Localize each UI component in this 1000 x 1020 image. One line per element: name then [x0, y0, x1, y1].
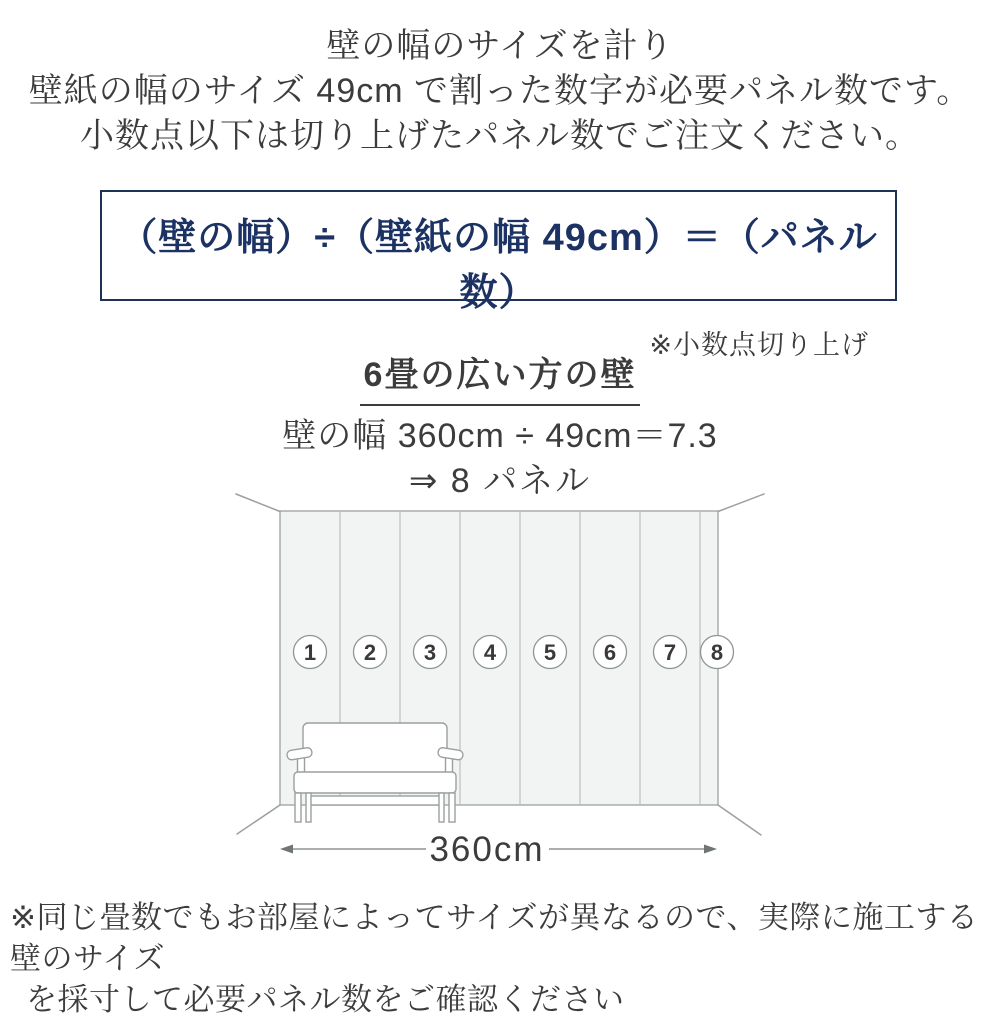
sofa-backrest — [303, 723, 447, 774]
sofa-leg — [449, 793, 455, 822]
panel-number-badge-5 — [534, 636, 567, 669]
panel-number-badge-6 — [594, 636, 627, 669]
sofa-seat — [294, 772, 456, 793]
svg-text:4: 4 — [483, 640, 497, 665]
panel-number-badge-1 — [294, 636, 327, 669]
footnote — [10, 897, 1000, 1020]
svg-text:7: 7 — [663, 640, 677, 665]
svg-text:2: 2 — [363, 640, 377, 665]
intro-text — [0, 24, 1000, 159]
svg-text:5: 5 — [543, 640, 557, 665]
panel-number-badge-4 — [474, 636, 507, 669]
example-equation: 壁の幅 360cm ÷ 49cm＝7.3 — [282, 417, 718, 455]
footnote-line-1: ※同じ畳数でもお部屋によってサイズが異なるので、実際に施工する壁のサイズ — [10, 900, 979, 976]
intro-line-3: 小数点以下は切り上げたパネル数でご注文ください。 — [80, 117, 920, 155]
svg-text:3: 3 — [423, 640, 437, 665]
sofa-leg — [295, 793, 301, 822]
arrowhead-left — [280, 845, 293, 854]
panel-number-badge-7 — [654, 636, 687, 669]
panel-number-badge-8 — [701, 636, 734, 669]
arrowhead-right — [704, 845, 717, 854]
example-result: ⇒ 8 パネル — [408, 462, 592, 500]
formula-note: ※小数点切り上げ — [649, 330, 869, 360]
formula-box — [100, 190, 897, 360]
panel-number-badge-3 — [414, 636, 447, 669]
dimension-label: 360cm — [429, 830, 545, 869]
example-heading: 6畳の広い方の壁 — [360, 347, 641, 406]
panel-number-badge-2 — [354, 636, 387, 669]
footnote-line-2: を採寸して必要パネル数をご確認ください — [26, 982, 625, 1017]
formula-text: （壁の幅）÷（壁紙の幅 49cm）＝（パネル数） — [119, 217, 878, 314]
example-heading-wrap — [0, 347, 1000, 406]
svg-text:8: 8 — [710, 640, 724, 665]
sofa-illustration — [286, 723, 463, 822]
svg-text:6: 6 — [603, 640, 617, 665]
intro-line-2: 壁紙の幅のサイズ 49cm で割った数字が必要パネル数です。 — [28, 72, 972, 110]
sofa-leg — [439, 793, 444, 822]
wall-diagram — [0, 480, 1000, 880]
intro-line-1: 壁の幅のサイズを計り — [326, 27, 674, 65]
dimension-arrow — [280, 830, 717, 869]
sofa-rail — [309, 796, 441, 805]
svg-text:1: 1 — [303, 640, 317, 665]
sofa-leg — [306, 793, 311, 822]
